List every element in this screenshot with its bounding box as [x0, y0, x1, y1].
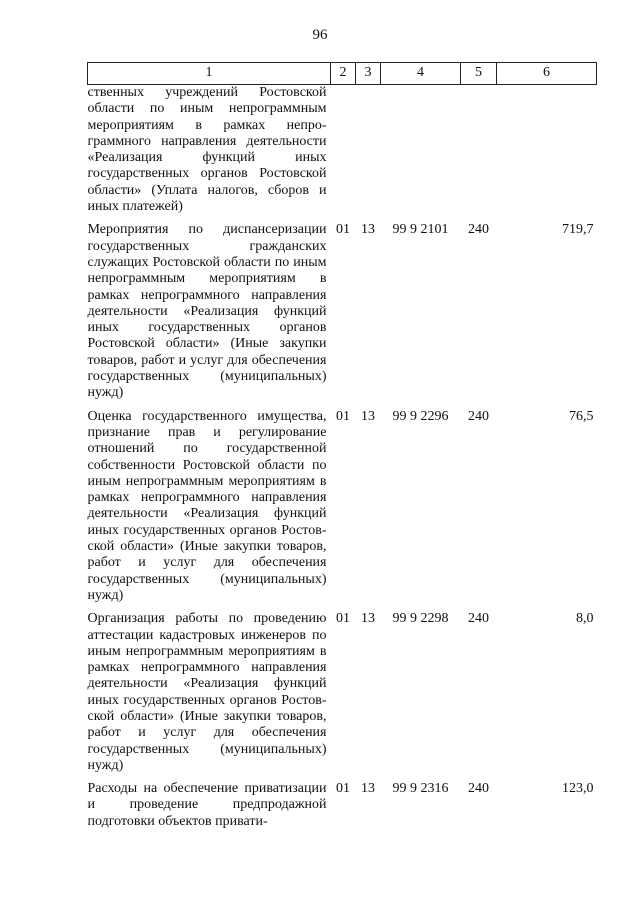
row-name: ственных учреждений Ростовской области по иным непрограммным мероприятиям в рамках непрограммного направления деятельности «Реализация функций иных государственных органов Ростовской области» (Уплата налогов, сборов и иных платежей): [87, 85, 327, 215]
row-expense-type: 240: [468, 408, 489, 424]
row-target-code: [381, 85, 461, 216]
row-subsection: [356, 85, 381, 216]
row-subsection: 13: [361, 611, 375, 627]
table-body: [88, 85, 597, 831]
header-col-4: 4: [381, 63, 461, 85]
row-target-code: 99 9 2316: [392, 781, 449, 797]
row-section: 01: [336, 408, 350, 424]
row-section: 01: [336, 222, 350, 238]
table-row: [88, 774, 597, 830]
row-target-code: 99 9 2296: [392, 408, 449, 424]
row-subsection: 13: [361, 222, 375, 238]
table-row: [88, 85, 597, 216]
row-amount: 8,0: [576, 611, 594, 627]
row-expense-type: 240: [468, 222, 489, 238]
row-subsection: 13: [361, 781, 375, 797]
table-row: [88, 215, 597, 401]
header-col-6: 6: [497, 63, 597, 85]
header-col-1: 1: [88, 63, 331, 85]
table-row: [88, 402, 597, 605]
table-header: [88, 63, 597, 85]
header-col-2: 2: [331, 63, 356, 85]
row-section: 01: [336, 611, 350, 627]
table-row: [88, 604, 597, 774]
row-expense-type: 240: [468, 611, 489, 627]
page-number: 96: [312, 27, 328, 43]
row-expense-type: [461, 85, 497, 216]
row-name: Оценка государственного имущества, признание прав и регулирование отношений по государственной собственности Ростовской области по иным непрограммным мероприятиям в рамках непрограммного направления деятельности «Реализация функций иных государственных органов Ростовской области» (Иные закупки товаров, работ и услуг для обеспечения государственных (муниципальных) нужд): [87, 408, 327, 603]
row-amount: [497, 85, 597, 216]
row-name: Мероприятия по диспансеризации государственных гражданских служащих Ростовской области по иным непрограммным мероприятиям в рамках непрограммного направления деятельности «Реализация функций иных государственных органов Ростовской области» (Иные закупки товаров, работ и услуг для обеспечения государственных (муниципальных) нужд): [87, 222, 327, 401]
header-col-3: 3: [356, 63, 381, 85]
row-target-code: 99 9 2101: [392, 222, 449, 238]
row-name: Расходы на обеспечение приватизации и проведение предпродажной подготовки объектов привати-: [87, 781, 327, 829]
row-section: 01: [336, 781, 350, 797]
row-section: [331, 85, 356, 216]
row-subsection: 13: [361, 408, 375, 424]
header-col-5: 5: [461, 63, 497, 85]
row-amount: 719,7: [562, 222, 594, 238]
row-amount: 123,0: [562, 781, 594, 797]
header-row: [88, 63, 597, 85]
row-expense-type: 240: [468, 781, 489, 797]
budget-table: [87, 62, 597, 830]
row-name: Организация работы по проведению аттестации кадастровых инженеров по иным непрограммным мероприятиям в рамках непрограммного направления деятельности «Реализация функций иных государственных органов Ростовской области» (Иные закупки товаров, работ и услуг для обеспечения государственных (муниципальных) нужд): [87, 611, 327, 773]
row-target-code: 99 9 2298: [392, 611, 449, 627]
row-amount: 76,5: [569, 408, 594, 424]
